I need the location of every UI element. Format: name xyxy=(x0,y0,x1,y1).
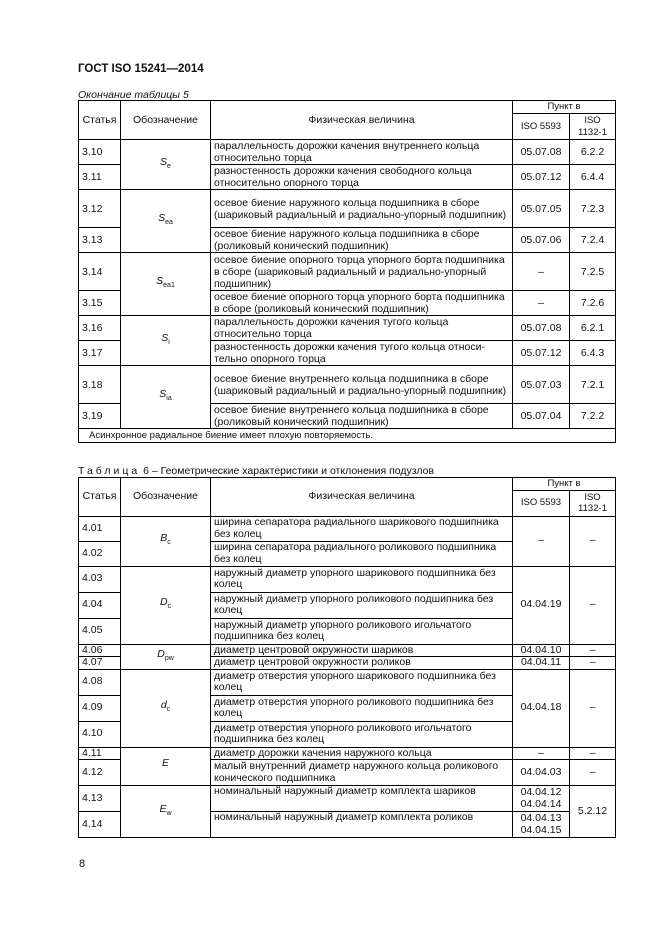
quantity-cell: номинальный наружный диаметр комплекта роликов xyxy=(211,812,513,838)
article-cell: 4.09 xyxy=(79,695,121,721)
article-cell: 4.10 xyxy=(79,721,121,747)
quantity-cell: осевое биение опорного торца упорного борта подшипника в сборе (шариковый радиальный и радиально-упорный подшипник) xyxy=(211,253,513,291)
iso5593-cell: 05.07.04 xyxy=(513,404,570,429)
iso1132-cell: – xyxy=(570,516,616,566)
quantity-cell: ширина сепаратора радиального роликового подшипника без колец xyxy=(211,541,513,566)
article-cell: 3.10 xyxy=(79,140,121,165)
iso5593-cell: 04.04.13 04.04.15 xyxy=(513,812,570,838)
col-header-clause: Пункт в xyxy=(513,101,616,114)
symbol-cell: $S_e$ xyxy=(121,140,211,190)
col-header-quantity: Физическая величина xyxy=(211,478,513,517)
iso5593-cell: 05.07.08 xyxy=(513,316,570,341)
iso1132-cell: 7.2.5 xyxy=(570,253,616,291)
table-6 xyxy=(78,477,616,838)
symbol-cell: $D_{pw}$ xyxy=(121,644,211,669)
article-cell: 3.13 xyxy=(79,228,121,253)
quantity-cell: наружный диаметр упорного шарикового подшипника без колец xyxy=(211,566,513,592)
quantity-cell: номинальный наружный диаметр комплекта шариков xyxy=(211,786,513,812)
article-cell: 4.13 xyxy=(79,786,121,812)
table-5 xyxy=(78,100,616,443)
page-number: 8 xyxy=(79,858,86,870)
iso1132-cell: 7.2.3 xyxy=(570,190,616,228)
quantity-cell: диаметр отверстия упорного шарикового подшипника без колец xyxy=(211,669,513,695)
quantity-cell: диаметр центровой окружности шариков xyxy=(211,644,513,657)
symbol-cell: $E_w$ xyxy=(121,786,211,838)
article-cell: 3.14 xyxy=(79,253,121,291)
quantity-cell: осевое биение опорного торца упорного борта подшипника в сборе (роликовый конический подшипник) xyxy=(211,291,513,316)
iso1132-cell: 6.4.3 xyxy=(570,341,616,366)
article-cell: 4.02 xyxy=(79,541,121,566)
col-header-article: Статья xyxy=(79,478,121,517)
quantity-cell: наружный диаметр упорного роликового игольчатого подшипника без колец xyxy=(211,618,513,644)
col-header-iso5593: ISO 5593 xyxy=(513,114,570,140)
article-cell: 4.05 xyxy=(79,618,121,644)
article-cell: 4.11 xyxy=(79,747,121,760)
symbol-cell: $d_c$ xyxy=(121,669,211,747)
quantity-cell: осевое биение внутреннего кольца подшипника в сборе (роликовый конический подшипник) xyxy=(211,404,513,429)
iso1132-cell: – xyxy=(570,669,616,747)
symbol-cell: $B_c$ xyxy=(121,516,211,566)
article-cell: 4.12 xyxy=(79,760,121,786)
article-cell: 3.18 xyxy=(79,366,121,404)
iso1132-cell: 6.2.2 xyxy=(570,140,616,165)
quantity-cell: разностенность дорожки качения свободного кольца относительно опорного торца xyxy=(211,165,513,190)
article-cell: 4.14 xyxy=(79,812,121,838)
symbol-cell: $S_{ea1}$ xyxy=(121,253,211,316)
col-header-quantity: Физическая величина xyxy=(211,101,513,140)
iso5593-cell: 05.07.05 xyxy=(513,190,570,228)
quantity-cell: осевое биение внутреннего кольца подшипника в сборе (шариковый радиальный и радиально-упорный подшипник) xyxy=(211,366,513,404)
col-header-clause: Пункт в xyxy=(513,478,616,491)
iso1132-cell: 7.2.6 xyxy=(570,291,616,316)
iso1132-cell: 6.4.4 xyxy=(570,165,616,190)
col-header-iso1132: ISO 1132-1 xyxy=(570,490,616,516)
iso5593-cell: 04.04.10 xyxy=(513,644,570,657)
quantity-cell: диаметр центровой окружности роликов xyxy=(211,657,513,670)
article-cell: 3.17 xyxy=(79,341,121,366)
iso1132-cell: – xyxy=(570,760,616,786)
article-cell: 3.19 xyxy=(79,404,121,429)
iso5593-cell: – xyxy=(513,747,570,760)
symbol-cell: E xyxy=(121,747,211,786)
iso5593-cell: 04.04.12 04.04.14 xyxy=(513,786,570,812)
quantity-cell: параллельность дорожки качения внутреннего кольца относительно торца xyxy=(211,140,513,165)
symbol-cell: $D_c$ xyxy=(121,566,211,644)
col-header-iso1132: ISO 1132-1 xyxy=(570,114,616,140)
iso1132-cell: 7.2.2 xyxy=(570,404,616,429)
iso1132-cell: – xyxy=(570,747,616,760)
iso1132-cell: 5.2.12 xyxy=(570,786,616,838)
quantity-cell: параллельность дорожки качения тугого кольца относительно торца xyxy=(211,316,513,341)
iso1132-cell: – xyxy=(570,566,616,644)
article-cell: 3.15 xyxy=(79,291,121,316)
quantity-cell: осевое биение наружного кольца подшипника в сборе (роликовый конический подшипник) xyxy=(211,228,513,253)
iso5593-cell: 05.07.03 xyxy=(513,366,570,404)
iso1132-cell: 7.2.4 xyxy=(570,228,616,253)
col-header-iso5593: ISO 5593 xyxy=(513,490,570,516)
article-cell: 4.06 xyxy=(79,644,121,657)
article-cell: 3.12 xyxy=(79,190,121,228)
quantity-cell: ширина сепаратора радиального шарикового подшипника без колец xyxy=(211,516,513,541)
article-cell: 4.01 xyxy=(79,516,121,541)
symbol-cell: $S_{ia}$ xyxy=(121,366,211,429)
article-cell: 4.04 xyxy=(79,592,121,618)
iso1132-cell: – xyxy=(570,644,616,657)
iso5593-cell: 05.07.08 xyxy=(513,140,570,165)
article-cell: 4.03 xyxy=(79,566,121,592)
article-cell: 4.07 xyxy=(79,657,121,670)
iso5593-cell: 04.04.11 xyxy=(513,657,570,670)
iso5593-cell: 04.04.19 xyxy=(513,566,570,644)
quantity-cell: наружный диаметр упорного роликового подшипника без колец xyxy=(211,592,513,618)
quantity-cell: разностенность дорожки качения тугого кольца относительно опорного торца xyxy=(211,341,513,366)
col-header-symbol: Обозначение xyxy=(121,478,211,517)
iso1132-cell: 6.2.1 xyxy=(570,316,616,341)
article-cell: 4.08 xyxy=(79,669,121,695)
symbol-cell: $S_{ea}$ xyxy=(121,190,211,253)
iso5593-cell: 05.07.06 xyxy=(513,228,570,253)
quantity-cell: диаметр дорожки качения наружного кольца xyxy=(211,747,513,760)
iso5593-cell: 04.04.18 xyxy=(513,669,570,747)
col-header-article: Статья xyxy=(79,101,121,140)
article-cell: 3.11 xyxy=(79,165,121,190)
table5-caption: Окончание таблицы 5 xyxy=(78,89,189,101)
iso5593-cell: 05.07.12 xyxy=(513,165,570,190)
quantity-cell: осевое биение наружного кольца подшипника в сборе (шариковый радиальный и радиально-упорный подшипник) xyxy=(211,190,513,228)
col-header-symbol: Обозначение xyxy=(121,101,211,140)
table6-caption-text: 6 – Геометрические характеристики и отклонения подузлов xyxy=(140,465,435,477)
document-header: ГОСТ ISO 15241—2014 xyxy=(78,63,204,75)
iso5593-cell: 05.07.12 xyxy=(513,341,570,366)
quantity-cell: диаметр отверстия упорного роликового игольчатого подшипника без колец xyxy=(211,721,513,747)
iso5593-cell: – xyxy=(513,291,570,316)
quantity-cell: диаметр отверстия упорного роликового подшипника без колец xyxy=(211,695,513,721)
table-note: Асинхронное радиальное биение имеет плохую повторяемость. xyxy=(79,429,616,443)
symbol-cell: $S_i$ xyxy=(121,316,211,366)
article-cell: 3.16 xyxy=(79,316,121,341)
iso5593-cell: – xyxy=(513,516,570,566)
iso5593-cell: 04.04.03 xyxy=(513,760,570,786)
iso5593-cell: – xyxy=(513,253,570,291)
iso1132-cell: – xyxy=(570,657,616,670)
table6-caption xyxy=(78,465,434,477)
table6-caption-label: Таблица xyxy=(78,465,141,477)
quantity-cell: малый внутренний диаметр наружного кольца роликового конического подшипника xyxy=(211,760,513,786)
iso1132-cell: 7.2.1 xyxy=(570,366,616,404)
